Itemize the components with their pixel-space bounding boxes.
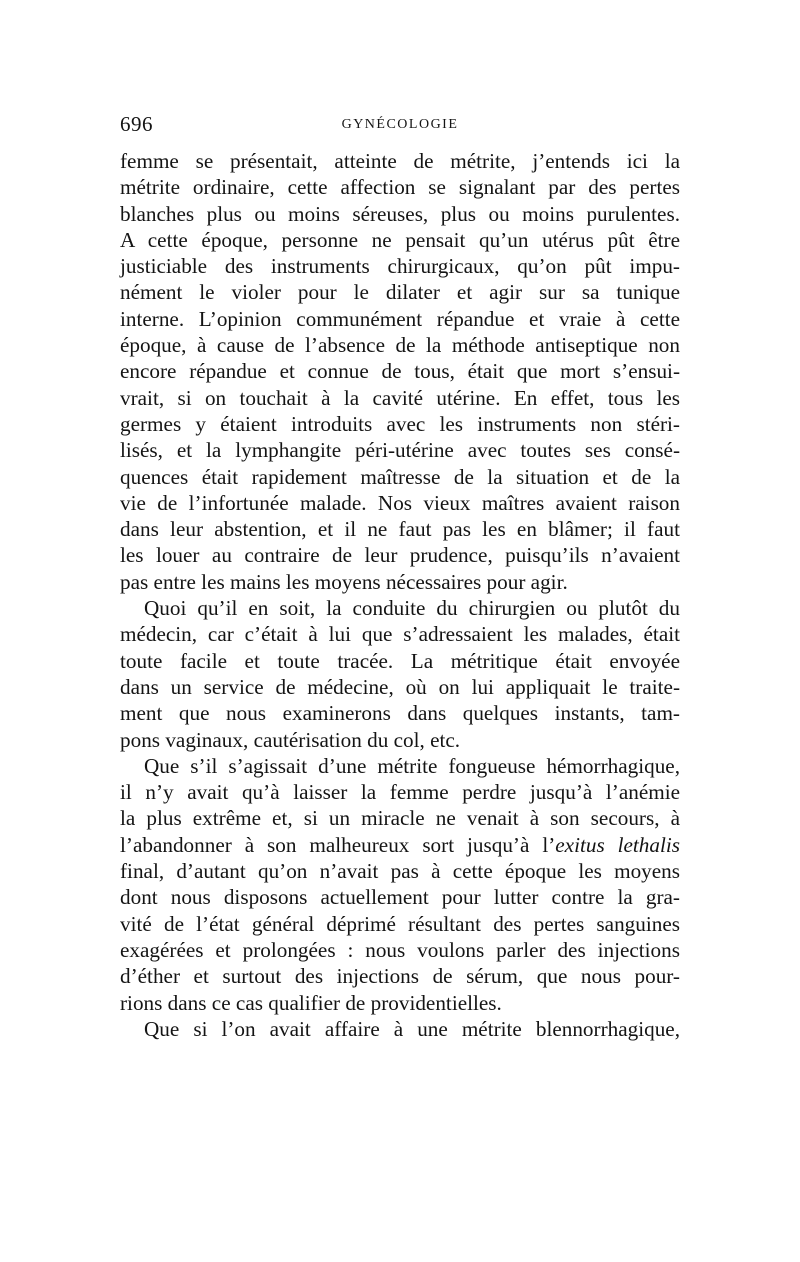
- text-line: vie de l’infortunée malade. Nos vieux maîtres avaient raison: [120, 490, 680, 515]
- text-line: époque, à cause de l’absence de la méthode antiseptique non: [120, 333, 680, 358]
- text-line: dans leur abstention, et il ne faut pas les en blâmer; il faut: [120, 517, 680, 542]
- text-line: vité de l’état général déprimé résultant des pertes sanguines: [120, 911, 680, 936]
- text-line: lisés, et la lymphangite péri-utérine avec toutes ses consé-: [120, 438, 680, 463]
- text-line: interne. L’opinion communément répandue et vraie à cette: [120, 306, 680, 331]
- text-line: exagérées et prolongées : nous voulons parler des injections: [120, 937, 680, 962]
- text-line: la plus extrême et, si un miracle ne venait à son secours, à: [120, 806, 680, 831]
- text-line: blanches plus ou moins séreuses, plus ou moins purulentes.: [120, 201, 680, 226]
- text-line: Que si l’on avait affaire à une métrite blennorrhagique,: [144, 1016, 680, 1041]
- text-line: ment que nous examinerons dans quelques instants, tam-: [120, 701, 680, 726]
- text-line: dans un service de médecine, où on lui appliquait le traite-: [120, 674, 680, 699]
- text-line: Que s’il s’agissait d’une métrite fongueuse hémorrhagique,: [144, 753, 680, 778]
- text-line: femme se présentait, atteinte de métrite, j’entends ici la: [120, 149, 680, 173]
- text-line: Quoi qu’il en soit, la conduite du chirurgien ou plutôt du: [144, 596, 680, 621]
- text-line: pons vaginaux, cautérisation du col, etc.: [120, 727, 461, 752]
- text-line: toute facile et toute tracée. La métritique était envoyée: [120, 648, 680, 673]
- text-line: pas entre les mains les moyens nécessaires pour agir.: [120, 569, 568, 594]
- italic-phrase: exitus lethalis: [555, 832, 680, 857]
- text-line-with-italic: [120, 832, 680, 858]
- text-line: nément le violer pour le dilater et agir sur sa tunique: [120, 280, 680, 305]
- text-line: encore répandue et connue de tous, était que mort s’ensui-: [120, 359, 680, 384]
- text-line: métrite ordinaire, cette affection se signalant par des pertes: [120, 175, 680, 200]
- running-title: GYNÉCOLOGIE: [341, 117, 459, 132]
- text-line: les louer au contraire de leur prudence, puisqu’ils n’avaient: [120, 543, 680, 568]
- text-line: vrait, si on touchait à la cavité utérine. En effet, tous les: [120, 385, 680, 410]
- text-line: quences était rapidement maîtresse de la situation et de la: [120, 464, 680, 489]
- text-run: l’abandonner à son malheureux sort jusqu’à l’: [120, 832, 556, 857]
- text-line: rions dans ce cas qualifier de providentielles.: [120, 990, 502, 1015]
- text-line: d’éther et surtout des injections de sérum, que nous pour-: [120, 964, 680, 989]
- running-head: [120, 112, 680, 142]
- text-line: médecin, car c’était à lui que s’adressaient les malades, était: [120, 622, 680, 647]
- body-text: [120, 148, 680, 1042]
- text-line: il n’y avait qu’à laisser la femme perdre jusqu’à l’anémie: [120, 780, 680, 805]
- text-line: justiciable des instruments chirurgicaux, qu’on pût impu-: [120, 254, 680, 279]
- page-number: 696: [120, 112, 153, 136]
- text-line: A cette époque, personne ne pensait qu’un utérus pût être: [120, 227, 680, 252]
- text-line: germes y étaient introduits avec les instruments non stéri-: [120, 411, 680, 436]
- text-line: dont nous disposons actuellement pour lutter contre la gra-: [120, 885, 680, 910]
- text-line: final, d’autant qu’on n’avait pas à cette époque les moyens: [120, 859, 680, 884]
